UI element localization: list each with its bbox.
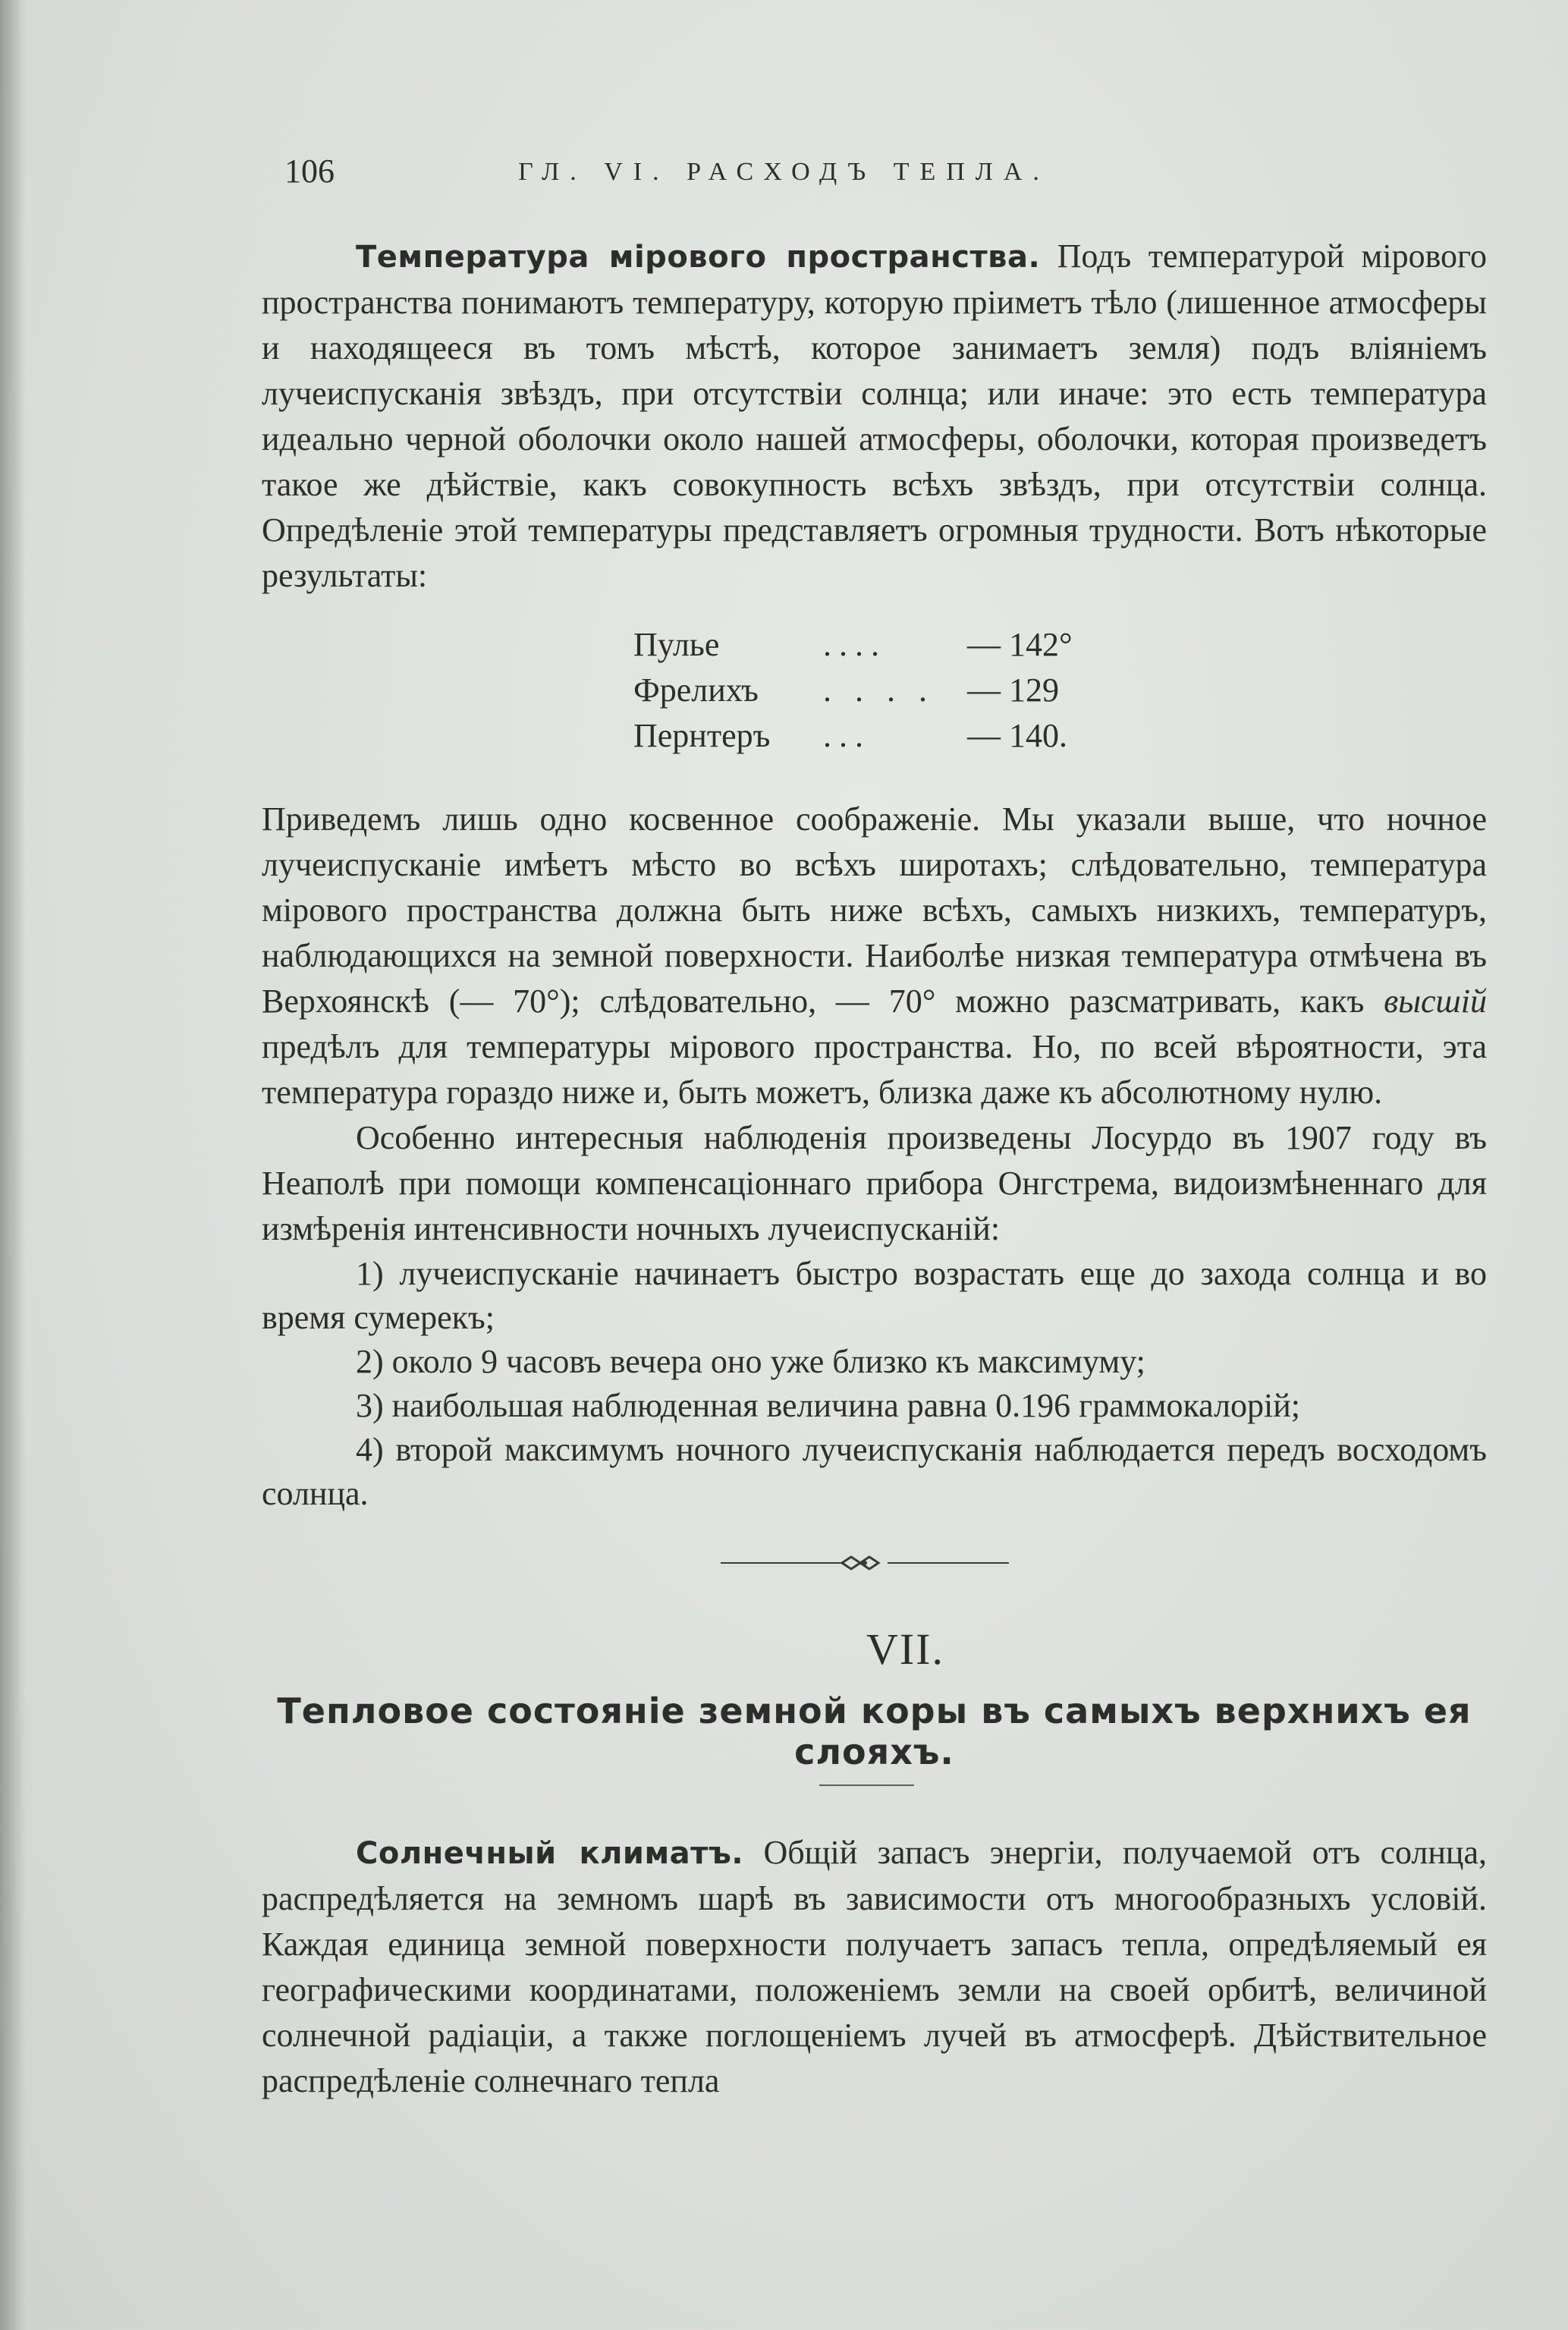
result-name: Фрелихъ — [633, 671, 759, 709]
title-rule — [819, 1784, 914, 1786]
climate-section — [262, 1830, 1487, 2104]
temperature-paragraph — [262, 234, 1487, 599]
observation-item: 1) лучеиспусканіе начинаетъ быстро возрастать еще до захода солнца и во время сумерекъ; — [262, 1255, 1487, 1336]
observation-item: 3) наибольшая наблюденная величина равна 0.196 граммокалорій; — [356, 1387, 1301, 1424]
result-leader: .... — [823, 626, 887, 663]
binding-shadow — [0, 0, 26, 2330]
result-value: — 129 — [967, 671, 1059, 709]
result-row — [633, 622, 1119, 668]
running-title: ГЛ. VI. РАСХОДЪ ТЕПЛА. — [518, 158, 1050, 186]
result-row — [633, 668, 1119, 713]
chapter-number: VII. — [866, 1624, 944, 1674]
section-heading-climate: Солнечный климатъ. — [356, 1836, 744, 1871]
estimate-text-end: предѣлъ для температуры мірового пространства. Но, по всей вѣроятности, эта температура гораздо ниже и, быть можетъ, близка даже къ абсолютному нулю. — [262, 1028, 1487, 1111]
observation-item: 2) около 9 часовъ вечера оно уже близко къ максимуму; — [356, 1343, 1145, 1380]
result-leader: ... — [823, 717, 871, 754]
observation-intro-paragraph: Особенно интересныя наблюденія произведены Лосурдо въ 1907 году въ Неаполѣ при помощи компенсаціоннаго прибора Онгстрема, видоизмѣненнаго для измѣренія интенсивности ночныхъ лучеиспусканій: — [262, 1119, 1487, 1247]
result-name: Пулье — [633, 626, 720, 663]
section-heading-temperature: Температура мірового пространства. — [356, 240, 1041, 275]
observation-item: 4) второй максимумъ ночного лучеиспусканія наблюдается передъ восходомъ солнца. — [262, 1431, 1487, 1512]
emphasis-word: высшій — [1384, 983, 1487, 1020]
temperature-text: Подъ температурой мірового пространства понимаютъ температуру, которую пріиметъ тѣло (лишенное атмосферы и находящееся въ томъ мѣстѣ, которое занимаетъ земля) подъ вліяніемъ лучеиспусканія звѣздъ, при отсутствіи солнца; или иначе: это есть температура идеально черной оболочки около нашей атмосферы, оболочки, которая произведетъ такое же дѣйствіе, какъ совокупность всѣхъ звѣздъ, при отсутствіи солнца. Опредѣленіе этой температуры представляетъ огромныя трудности. Вотъ нѣкоторые результаты: — [262, 237, 1488, 594]
section-divider-ornament — [721, 1554, 1009, 1572]
page-number: 106 — [284, 153, 335, 190]
climate-text: Общій запасъ энергіи, получаемой отъ солнца, распредѣляется на земномъ шарѣ въ зависимости отъ многообразныхъ условій. Каждая единица земной поверхности получаетъ запасъ тепла, опредѣляемый ея географическими координатами, положеніемъ земли на своей орбитѣ, величиной солнечной радіаціи, а также поглощеніемъ лучей въ атмосферѣ. Дѣйствительное распредѣленіе солнечнаго тепла — [262, 1834, 1488, 2099]
climate-paragraph — [262, 1830, 1487, 2104]
chapter-title: Тепловое состояніе земной коры въ самыхъ верхнихъ ея слояхъ. — [277, 1690, 1472, 1772]
result-row — [633, 713, 1119, 759]
result-value: — 140. — [967, 717, 1067, 754]
estimate-section — [262, 797, 1487, 1516]
estimate-text-start: Приведемъ лишь одно косвенное соображеніе. Мы указали выше, что ночное лучеиспусканіе имѣетъ мѣсто во всѣхъ широтахъ; слѣдовательно, температура мірового пространства должна быть ниже всѣхъ, самыхъ низкихъ, температуръ, наблюдающихся на земной поверхности. Наиболѣе низкая температура отмѣчена въ Верхоянскѣ (— 70°); слѣдовательно, — 70° можно разсматривать, какъ — [262, 800, 1487, 1020]
result-leader: . . . . — [823, 671, 935, 709]
temperature-section — [262, 234, 1487, 599]
result-name: Пернтеръ — [633, 717, 771, 754]
result-value: — 142° — [967, 626, 1073, 663]
results-table — [633, 622, 1119, 759]
estimate-paragraph — [262, 797, 1487, 1115]
